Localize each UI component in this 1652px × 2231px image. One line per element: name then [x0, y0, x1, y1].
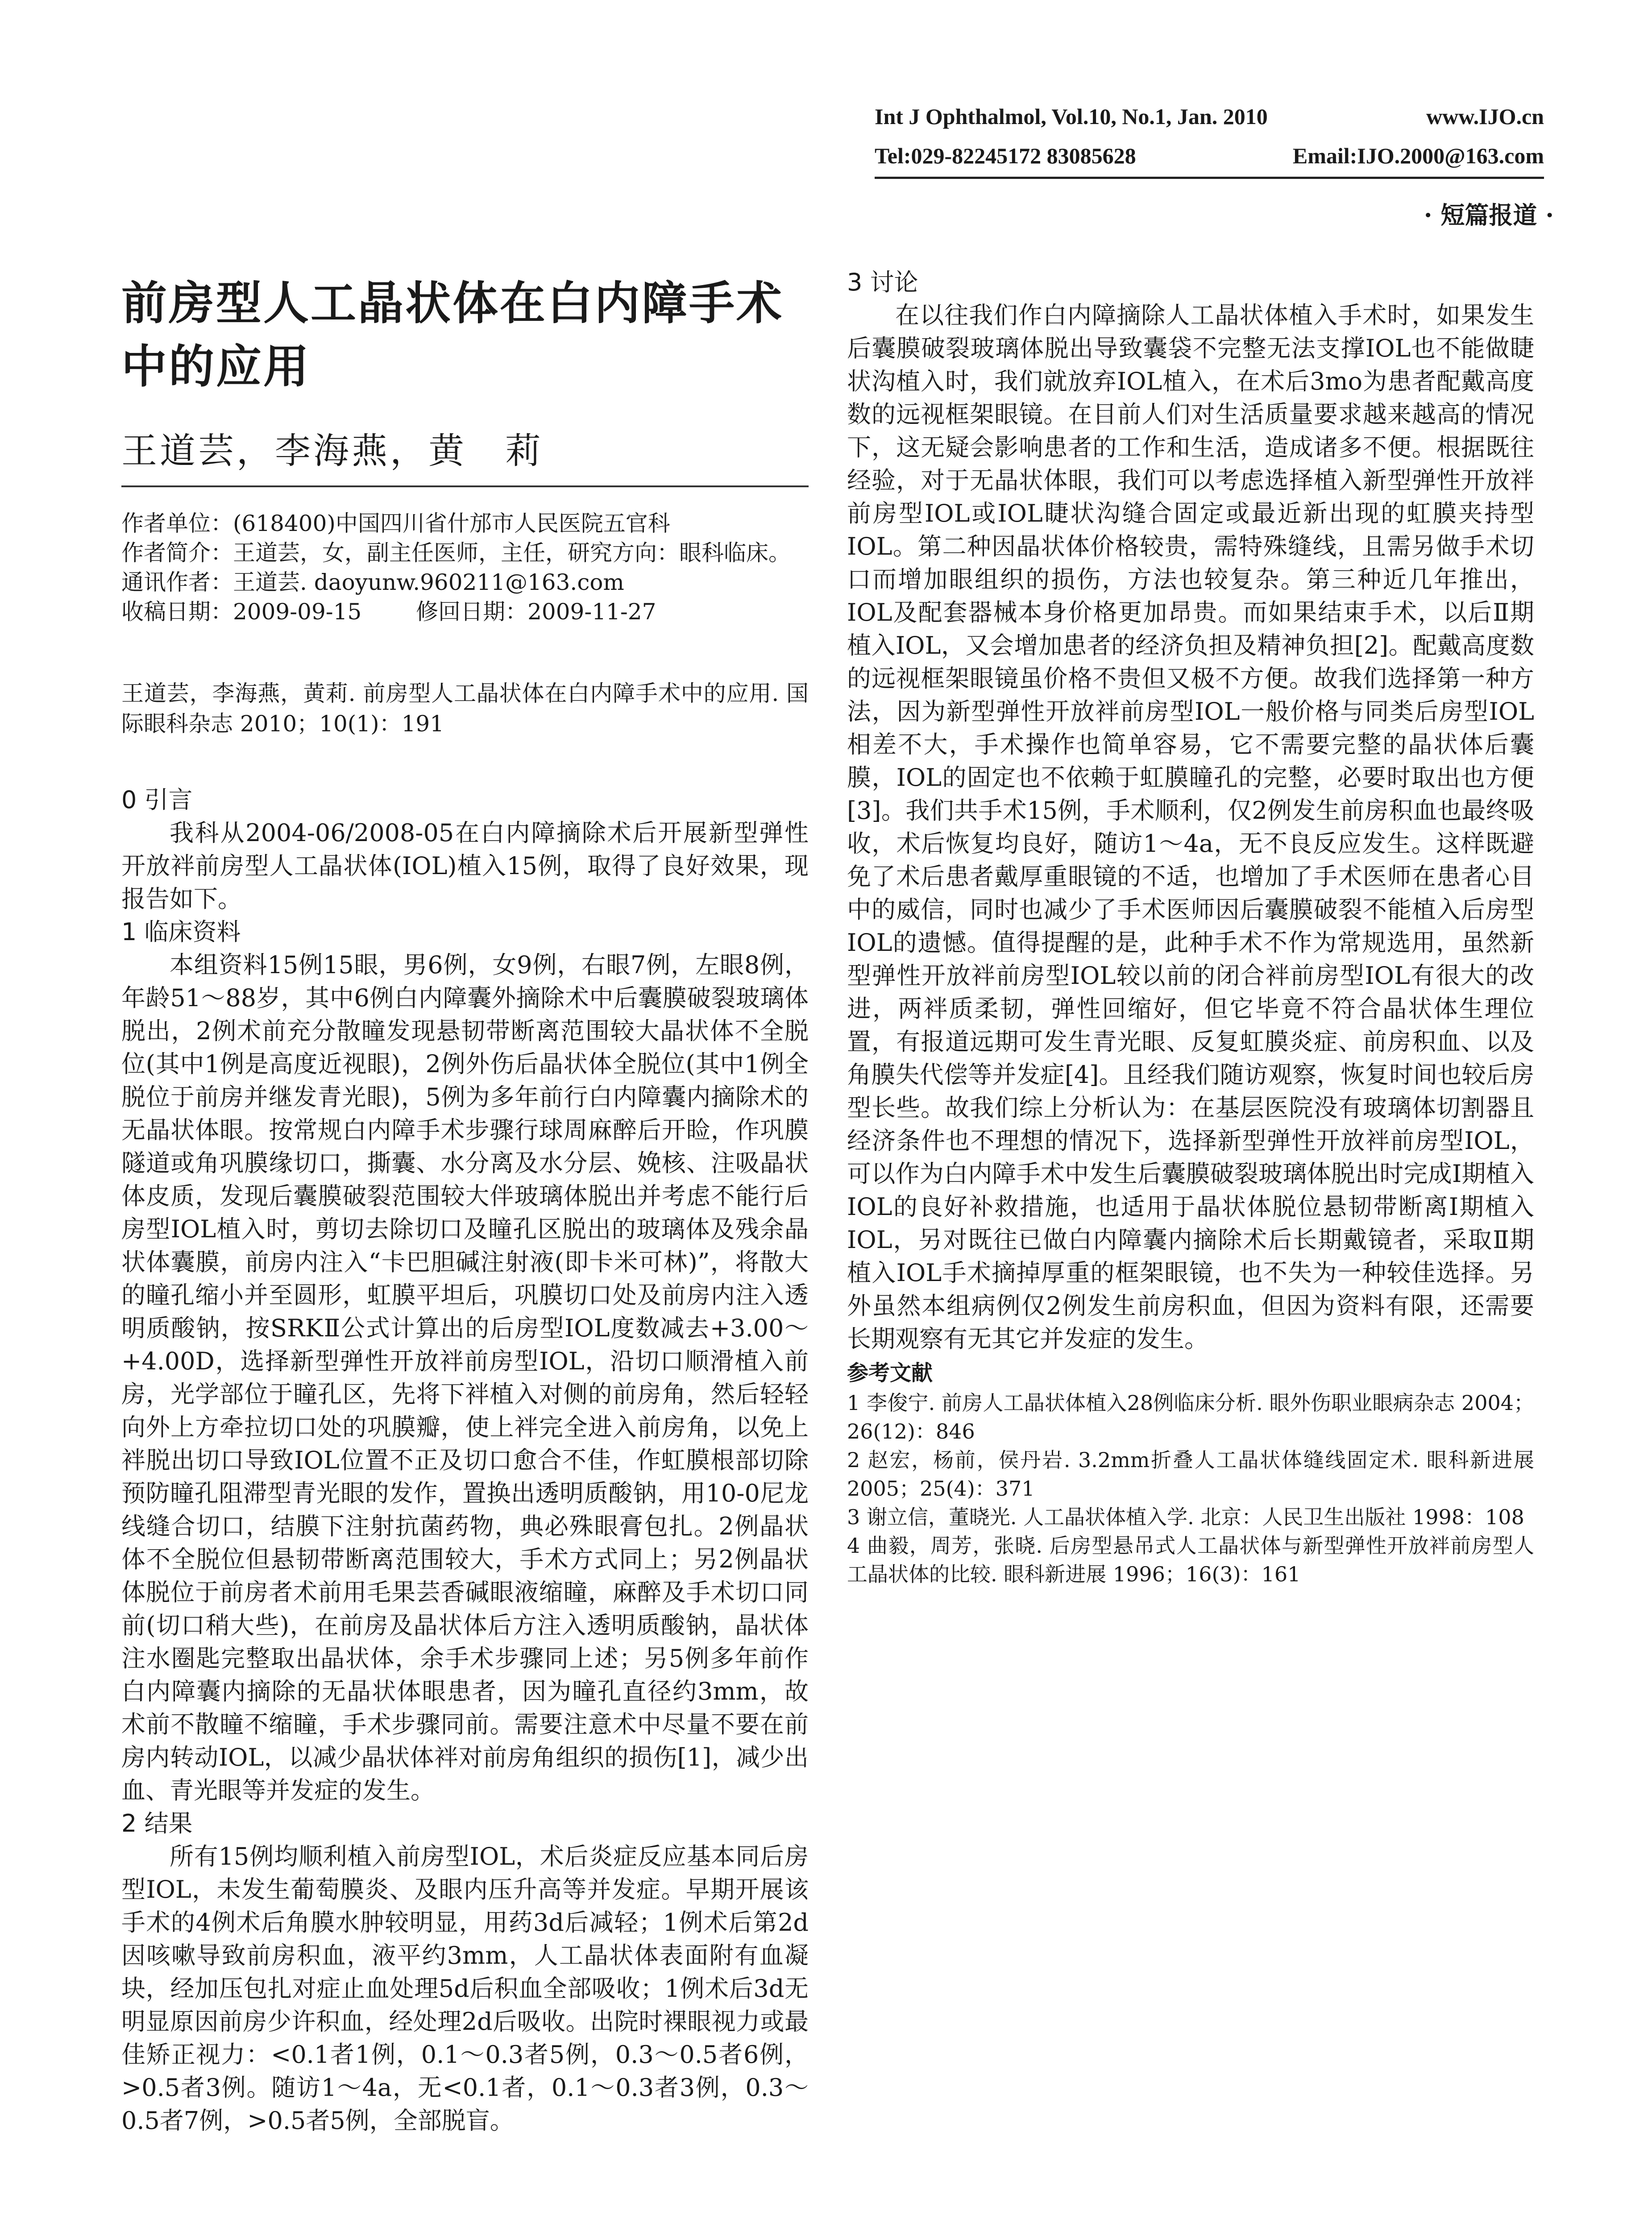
discussion-heading: 3 讨论 [847, 268, 918, 296]
section-tag: · 短篇报道 · [1424, 201, 1554, 229]
corresponding-author: 通讯作者：王道芸. daoyunw.960211@163.com [121, 569, 624, 595]
header-divider [875, 177, 1544, 179]
authors-divider [121, 485, 809, 487]
journal-email: Email:IJO.2000@163.com [1292, 143, 1544, 168]
running-header-line-2 [875, 143, 1544, 172]
journal-phone: Tel:029-82245172 83085628 [875, 143, 1136, 168]
right-column [847, 266, 1534, 1588]
intro-paragraph: 我科从2004-06/2008-05在白内障摘除术后开展新型弹性开放袢前房型人工晶状体(IOL)植入15例，取得了良好效果，现报告如下。 [121, 819, 809, 913]
clinical-paragraph: 本组资料15例15眼，男6例，女9例，右眼7例，左眼8例，年龄51～88岁，其中6例白内障囊外摘除术中后囊膜破裂玻璃体脱出，2例术前充分散瞳发现悬韧带断离范围较大晶状体不全脱位(其中1例是高度近视眼)，2例外伤后晶状体全脱位(其中1例全脱位于前房并继发青光眼)，5例为多年前行白内障囊内摘除术的无晶状体眼。按常规白内障手术步骤行球周麻醉后开睑，作巩膜隧道或角巩膜缘切口，撕囊、水分离及水分层、娩核、注吸晶状体皮质，发现后囊膜破裂范围较大伴玻璃体脱出并考虑不能行后房型IOL植入时，剪切去除切口及瞳孔区脱出的玻璃体及残余晶状体囊膜，前房内注入“卡巴胆碱注射液(即卡米可林)”，将散大的瞳孔缩小并至圆形，虹膜平坦后，巩膜切口处及前房内注入透明质酸钠，按SRKⅡ公式计算出的后房型IOL度数减去+3.00～+4.00D，选择新型弹性开放袢前房型IOL，沿切口顺滑植入前房，光学部位于瞳孔区，先将下袢植入对侧的前房角，然后轻轻向外上方牵拉切口处的巩膜瓣，使上袢完全进入前房角，以免上袢脱出切口导致IOL位置不正及切口愈合不佳，作虹膜根部切除预防瞳孔阻滞型青光眼的发作，置换出透明质酸钠，用10-0尼龙线缝合切口，结膜下注射抗菌药物，典必殊眼膏包扎。2例晶状体不全脱位但悬韧带断离范围较大，手术方式同上；另2例晶状体脱位于前房者术前用毛果芸香碱眼液缩瞳，麻醉及手术切口同前(切口稍大些)，在前房及晶状体后方注入透明质酸钠，晶状体注水圈匙完整取出晶状体，余手术步骤同上述；另5例多年前作白内障囊内摘除的无晶状体眼患者，因为瞳孔直径约3mm，故术前不散瞳不缩瞳，手术步骤同前。需要注意术中尽量不要在前房内转动IOL，以减少晶状体袢对前房角组织的损伤[1]，减少出血、青光眼等并发症的发生。 [121, 951, 809, 1804]
revised-date: 修回日期：2009-11-27 [416, 599, 656, 625]
running-header-line-1 [875, 104, 1544, 133]
references-heading: 参考文献 [847, 1360, 933, 1385]
author-affiliation: 作者单位：(618400)中国四川省什邡市人民医院五官科 [121, 510, 670, 536]
article-authors: 王道芸，李海燕，黄 莉 [121, 430, 544, 472]
article-dates [121, 597, 809, 626]
author-bio: 作者简介：王道芸，女，副主任医师，主任，研究方向：眼科临床。 [121, 540, 791, 566]
citation-line: 王道芸，李海燕，黄莉. 前房型人工晶状体在白内障手术中的应用. 国际眼科杂志 2010；10(1)：191 [121, 680, 809, 737]
clinical-heading: 1 临床资料 [121, 918, 241, 946]
article-meta [121, 509, 809, 626]
reference-item: 4 曲毅，周芳，张晓. 后房型悬吊式人工晶状体与新型弹性开放袢前房型人工晶状体的比较. 眼科新进展 1996；16(3)：161 [847, 1534, 1534, 1586]
reference-item: 2 赵宏，杨前，侯丹岩. 3.2mm折叠人工晶状体缝线固定术. 眼科新进展 2005；25(4)：371 [847, 1448, 1534, 1501]
journal-website: www.IJO.cn [1426, 104, 1544, 129]
intro-heading: 0 引言 [121, 786, 193, 814]
discussion-paragraph: 在以往我们作白内障摘除人工晶状体植入手术时，如果发生后囊膜破裂玻璃体脱出导致囊袋不完整无法支撑IOL也不能做睫状沟植入时，我们就放弃IOL植入，在术后3mo为患者配戴高度数的远视框架眼镜。在目前人们对生活质量要求越来越高的情况下，这无疑会影响患者的工作和生活，造成诸多不便。根据既往经验，对于无晶状体眼，我们可以考虑选择植入新型弹性开放袢前房型IOL或IOL睫状沟缝合固定或最近新出现的虹膜夹持型IOL。第二种因晶状体价格较贵，需特殊缝线，且需另做手术切口而增加眼组织的损伤，方法也较复杂。第三种近几年推出，IOL及配套器械本身价格更加昂贵。而如果结束手术，以后Ⅱ期植入IOL，又会增加患者的经济负担及精神负担[2]。配戴高度数的远视框架眼镜虽价格不贵但又极不方便。故我们选择第一种方法，因为新型弹性开放袢前房型IOL一般价格与同类后房型IOL相差不大，手术操作也简单容易，它不需要完整的晶状体后囊膜，IOL的固定也不依赖于虹膜瞳孔的完整，必要时取出也方便[3]。我们共手术15例，手术顺利，仅2例发生前房积血也最终吸收，术后恢复均良好，随访1～4a，无不良反应发生。这样既避免了术后患者戴厚重眼镜的不适，也增加了手术医师在患者心目中的威信，同时也减少了手术医师因后囊膜破裂不能植入后房型IOL的遗憾。值得提醒的是，此种手术不作为常规选用，虽然新型弹性开放袢前房型IOL较以前的闭合袢前房型IOL有很大的改进，两袢质柔韧，弹性回缩好，但它毕竟不符合晶状体生理位置，有报道远期可发生青光眼、反复虹膜炎症、前房积血、以及角膜失代偿等并发症[4]。且经我们随访观察，恢复时间也较后房型长些。故我们综上分析认为：在基层医院没有玻璃体切割器且经济条件也不理想的情况下，选择新型弹性开放袢前房型IOL，可以作为白内障手术中发生后囊膜破裂玻璃体脱出时完成Ⅰ期植入IOL的良好补救措施，也适用于晶状体脱位悬韧带断离Ⅰ期植入IOL，另对既往已做白内障囊内摘除术后长期戴镜者，采取Ⅱ期植入IOL手术摘掉厚重的框架眼镜，也不失为一种较佳选择。另外虽然本组病例仅2例发生前房积血，但因为资料有限，还需要长期观察有无其它并发症的发生。 [847, 301, 1534, 1353]
reference-item: 3 谢立信，董晓光. 人工晶状体植入学. 北京：人民卫生出版社 1998：108 [847, 1505, 1524, 1529]
left-column [121, 784, 809, 2137]
article-title: 前房型人工晶状体在白内障手术中的应用 [121, 277, 784, 394]
results-heading: 2 结果 [121, 1809, 193, 1837]
results-paragraph: 所有15例均顺利植入前房型IOL，术后炎症反应基本同后房型IOL，未发生葡萄膜炎、及眼内压升高等并发症。早期开展该手术的4例术后角膜水肿较明显，用药3d后减轻；1例术后第2d因咳嗽导致前房积血，液平约3mm，人工晶状体表面附有血凝块，经加压包扎对症止血处理5d后积血全部吸收；1例术后3d无明显原因前房少许积血，经处理2d后吸收。出院时裸眼视力或最佳矫正视力：<0.1者1例，0.1～0.3者5例，0.3～0.5者6例，>0.5者3例。随访1～4a，无<0.1者，0.1～0.3者3例，0.3～0.5者7例，>0.5者5例，全部脱盲。 [121, 1842, 809, 2135]
journal-info: Int J Ophthalmol, Vol.10, No.1, Jan. 2010 [875, 104, 1268, 129]
reference-item: 1 李俊宁. 前房人工晶状体植入28例临床分析. 眼外伤职业眼病杂志 2004；26(12)：846 [847, 1391, 1534, 1443]
received-date: 收稿日期：2009-09-15 [121, 599, 362, 625]
